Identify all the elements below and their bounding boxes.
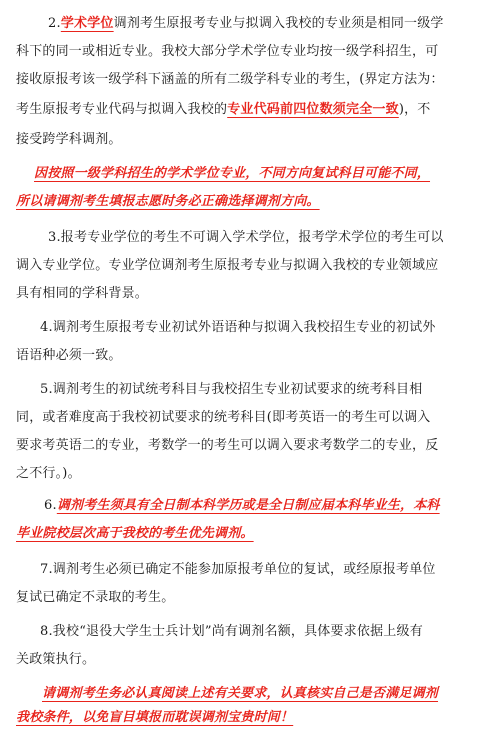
item-number: 6. (44, 498, 57, 513)
paragraph-3-line-3: 具有相同的学科背景。 (16, 286, 149, 301)
item-number: 2. (48, 16, 61, 31)
paragraph-2-line-1 (48, 10, 488, 37)
code-rule-highlight: 专业代码前四位数须完全一致 (227, 102, 399, 117)
paragraph-5-line-3: 要求考英语二的专业，考数学一的考生可以调入要求考数学二的专业，反 (16, 438, 439, 453)
paragraph-7-line-1: 7.调剂考生必须已确定不能参加原报考单位的复试，或经原报考单位 (40, 562, 436, 577)
warning-note-1-line-1: 因按照一级学科招生的学术学位专业，不同方向复试科目可能不同， (34, 166, 431, 181)
paragraph-5-line-2: 同，或者难度高于我校初试要求的统考科目(即考英语一的考生可以调入 (16, 410, 431, 425)
academic-degree-term: 学术学位 (60, 16, 114, 31)
paragraph-5-line-4: 之不行。)。 (16, 466, 81, 481)
paragraph-8-line-2: 关政策执行。 (16, 652, 96, 667)
paragraph-4-line-2: 语语种必须一致。 (16, 348, 122, 363)
paragraph-2-line-4 (16, 96, 488, 123)
warning-note-2-line-2: 我校条件，以免盲目填报而耽误调剂宝贵时间！ (16, 710, 294, 725)
paragraph-6-text: 调剂考生须具有全日制本科学历或是全日制应届本科毕业生，本科 (56, 498, 440, 513)
paragraph-7-line-2: 复试已确定不录取的考生。 (16, 590, 175, 605)
warning-note-1-line-2: 所以请调剂考生填报志愿时务必正确选择调剂方向。 (16, 194, 320, 209)
paragraph-8-line-1: 8.我校“退役大学生士兵计划”尚有调剂名额，具体要求依据上级有 (40, 624, 423, 639)
paragraph-2-text: )，不 (398, 102, 431, 117)
paragraph-6-line-1 (44, 492, 490, 519)
paragraph-2-text: 调剂考生原报考专业与拟调入我校的专业须是相同一级学 (113, 16, 444, 31)
paragraph-3-line-1: 3.报考专业学位的考生不可调入学术学位，报考学术学位的考生可以 (48, 230, 444, 245)
paragraph-3-line-2: 调入专业学位。专业学位调剂考生原报考专业与拟调入我校的专业领域应 (16, 258, 439, 273)
paragraph-2-line-2: 科下的同一或相近专业。我校大部分学术学位专业均按一级学科招生，可 (16, 44, 439, 59)
paragraph-2-line-3: 接收原报考该一级学科下涵盖的所有二级学科专业的考生，(界定方法为： (16, 72, 444, 87)
paragraph-4-line-1: 4.调剂考生原报考专业初试外语语种与拟调入我校招生专业的初试外 (40, 320, 436, 335)
paragraph-2-line-5: 接受跨学科调剂。 (16, 132, 122, 147)
warning-note-2-line-1: 请调剂考生务必认真阅读上述有关要求，认真核实自己是否满足调剂 (42, 686, 439, 701)
paragraph-2-text: 考生原报考专业代码与拟调入我校的 (16, 102, 228, 117)
paragraph-6-line-2: 毕业院校层次高于我校的考生优先调剂。 (16, 526, 254, 541)
paragraph-5-line-1: 5.调剂考生的初试统考科目与我校招生专业初试要求的统考科目相 (40, 382, 423, 397)
